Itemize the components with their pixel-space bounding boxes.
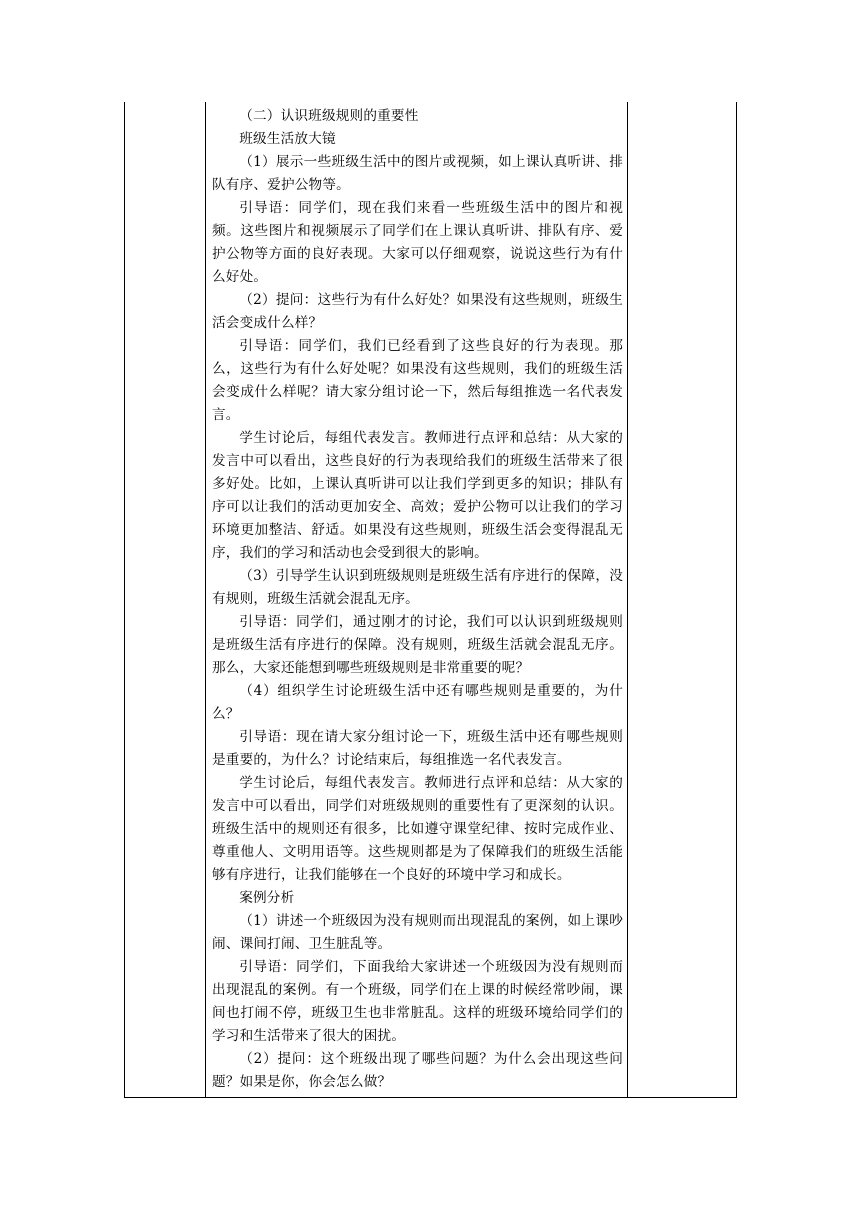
content-cell: [206, 102, 628, 1098]
right-column-cell: [628, 102, 737, 1098]
paragraph: 引导语：现在请大家分组讨论一下，班级生活中还有哪些规则是重要的，为什么？讨论结束后，每组推选一名代表发言。: [212, 729, 623, 768]
paragraph: 引导语：同学们，我们已经看到了这些良好的行为表现。那么，这些行为有什么好处呢？如果没有这些规则，我们的班级生活会变成什么样呢？请大家分组讨论一下，然后每组推选一名代表发言。: [212, 338, 623, 423]
paragraph: 引导语：同学们，现在我们来看一些班级生活中的图片和视频。这些图片和视频展示了同学们在上课认真听讲、排队有序、爱护公物等方面的良好表现。大家可以仔细观察，说说这些行为有什么好处。: [212, 200, 623, 285]
table-row: [125, 102, 737, 1098]
paragraph: 引导语：同学们，下面我给大家讲述一个班级因为没有规则而出现混乱的案例。有一个班级，同学们在上课的时候经常吵闹，课间也打闹不停，班级卫生也非常脏乱。这样的班级环境给同学们的学习和生活带来了很大的困扰。: [212, 959, 623, 1044]
paragraph: 引导语：同学们，通过刚才的讨论，我们可以认识到班级规则是班级生活有序进行的保障。没有规则，班级生活就会混乱无序。那么，大家还能想到哪些班级规则是非常重要的呢？: [212, 614, 623, 676]
paragraph: （4）组织学生讨论班级生活中还有哪些规则是重要的，为什么？: [212, 683, 623, 722]
paragraph: （3）引导学生认识到班级规则是班级生活有序进行的保障，没有规则，班级生活就会混乱无序。: [212, 568, 623, 607]
paragraph: （1）讲述一个班级因为没有规则而出现混乱的案例，如上课吵闹、课间打闹、卫生脏乱等。: [212, 913, 623, 952]
paragraph: （1）展示一些班级生活中的图片或视频，如上课认真听讲、排队有序、爱护公物等。: [212, 154, 623, 193]
paragraph: （2）提问：这个班级出现了哪些问题？为什么会出现这些问题？如果是你，你会怎么做？: [212, 1051, 623, 1090]
paragraph: 学生讨论后，每组代表发言。教师进行点评和总结：从大家的发言中可以看出，这些良好的行为表现给我们的班级生活带来了很多好处。比如，上课认真听讲可以让我们学到更多的知识；排队有序可以让我们的活动更加安全、高效；爱护公物可以让我们的学习环境更加整洁、舒适。如果没有这些规则，班级生活会变得混乱无序，我们的学习和活动也会受到很大的影响。: [212, 430, 623, 561]
paragraph: （2）提问：这些行为有什么好处？如果没有这些规则，班级生活会变成什么样？: [212, 292, 623, 331]
section-heading: （二）认识班级规则的重要性: [239, 108, 419, 124]
activity-heading: 案例分析: [239, 890, 295, 906]
left-column-cell: [125, 102, 206, 1098]
activity-heading: 班级生活放大镜: [239, 131, 336, 147]
paragraph: 学生讨论后，每组代表发言。教师进行点评和总结：从大家的发言中可以看出，同学们对班级规则的重要性有了更深刻的认识。班级生活中的规则还有很多，比如遵守课堂纪律、按时完成作业、尊重他人、文明用语等。这些规则都是为了保障我们的班级生活能够有序进行，让我们能够在一个良好的环境中学习和成长。: [212, 775, 623, 883]
lesson-plan-table: [124, 102, 737, 1098]
